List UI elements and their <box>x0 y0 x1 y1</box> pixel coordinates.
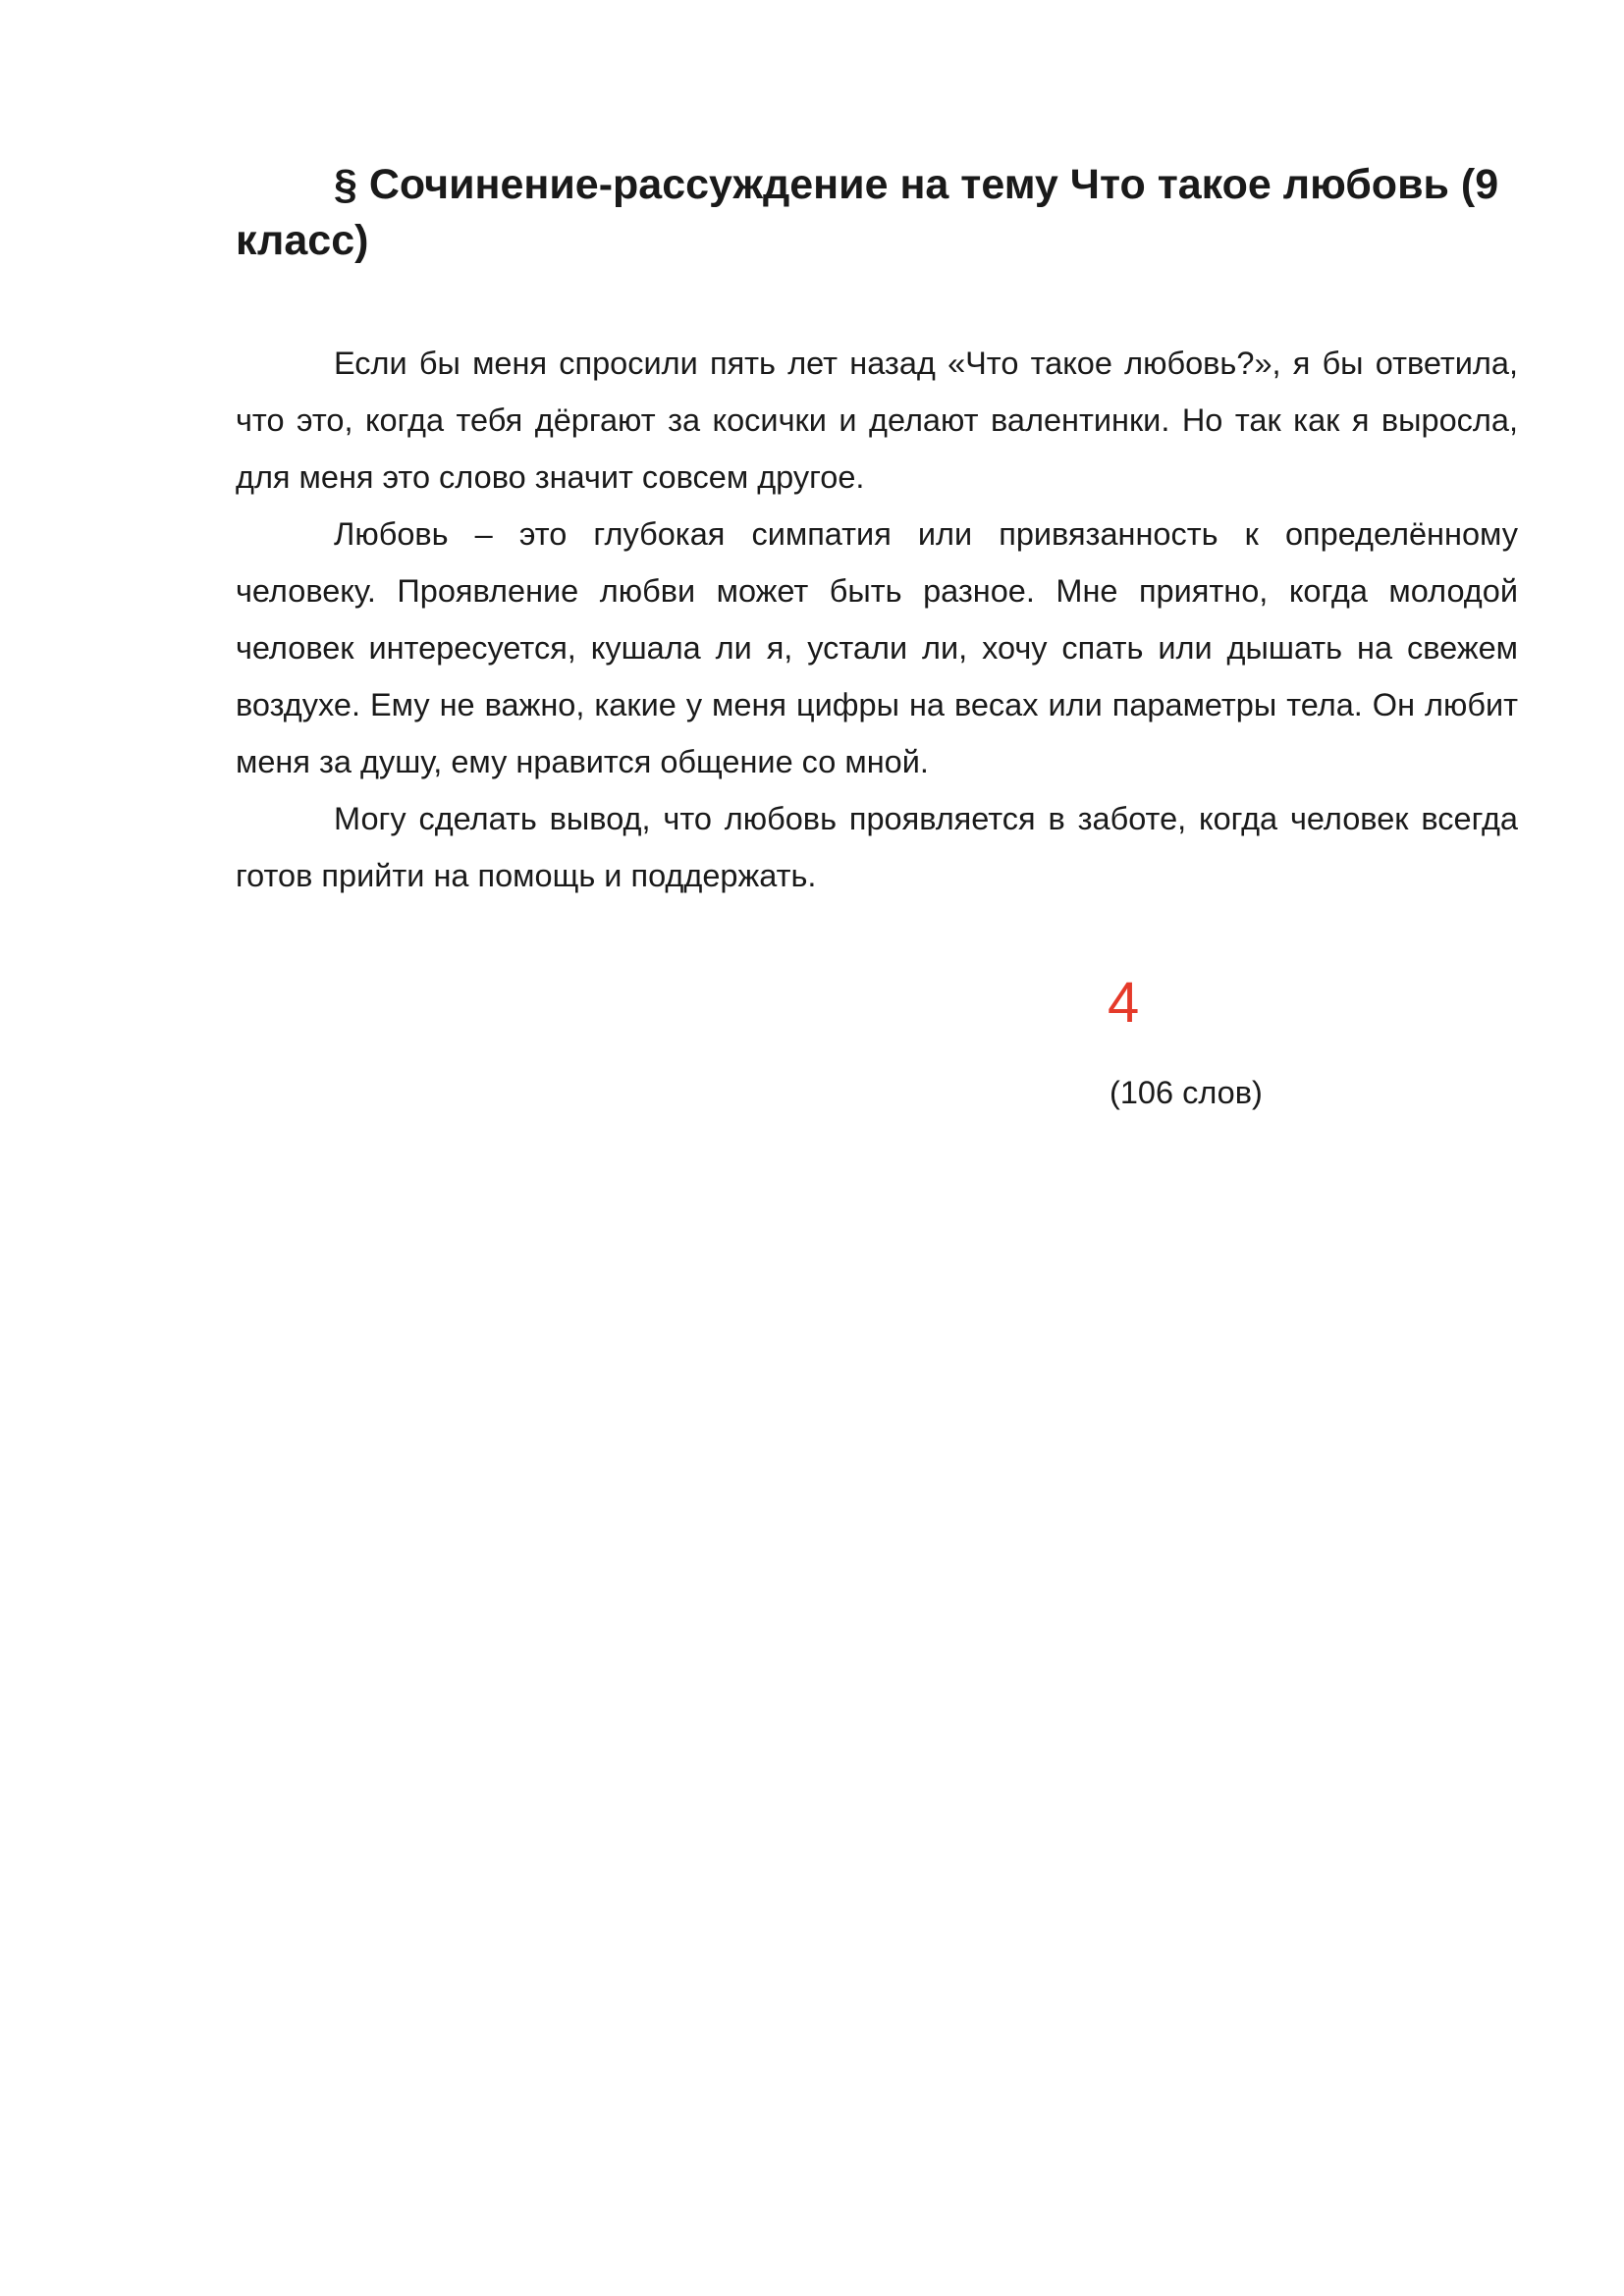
essay-body <box>236 335 1518 904</box>
grade-mark: 4 <box>1108 971 1140 1035</box>
essay-title: § Сочинение-рассуждение на тему Что такое любовь (9 класс) <box>236 161 1499 264</box>
essay-paragraph-3: Могу сделать вывод, что любовь проявляется в заботе, когда человек всегда готов прийти на помощь и поддержать. <box>236 801 1518 893</box>
essay-paragraph-2: Любовь – это глубокая симпатия или привязанность к определённому человеку. Проявление любви может быть разное. Мне приятно, когда молодой человек интересуется, кушала ли я, устали ли, хочу спать или дышать на свежем воздухе. Ему не важно, какие у меня цифры на весах или параметры тела. Он любит меня за душу, ему нравится общение со мной. <box>236 516 1518 779</box>
essay-paragraph-1: Если бы меня спросили пять лет назад «Что такое любовь?», я бы ответила, что это, когда тебя дёргают за косички и делают валентинки. Но так как я выросла, для меня это слово значит совсем другое. <box>236 346 1518 495</box>
word-count: (106 слов) <box>1110 1075 1263 1110</box>
